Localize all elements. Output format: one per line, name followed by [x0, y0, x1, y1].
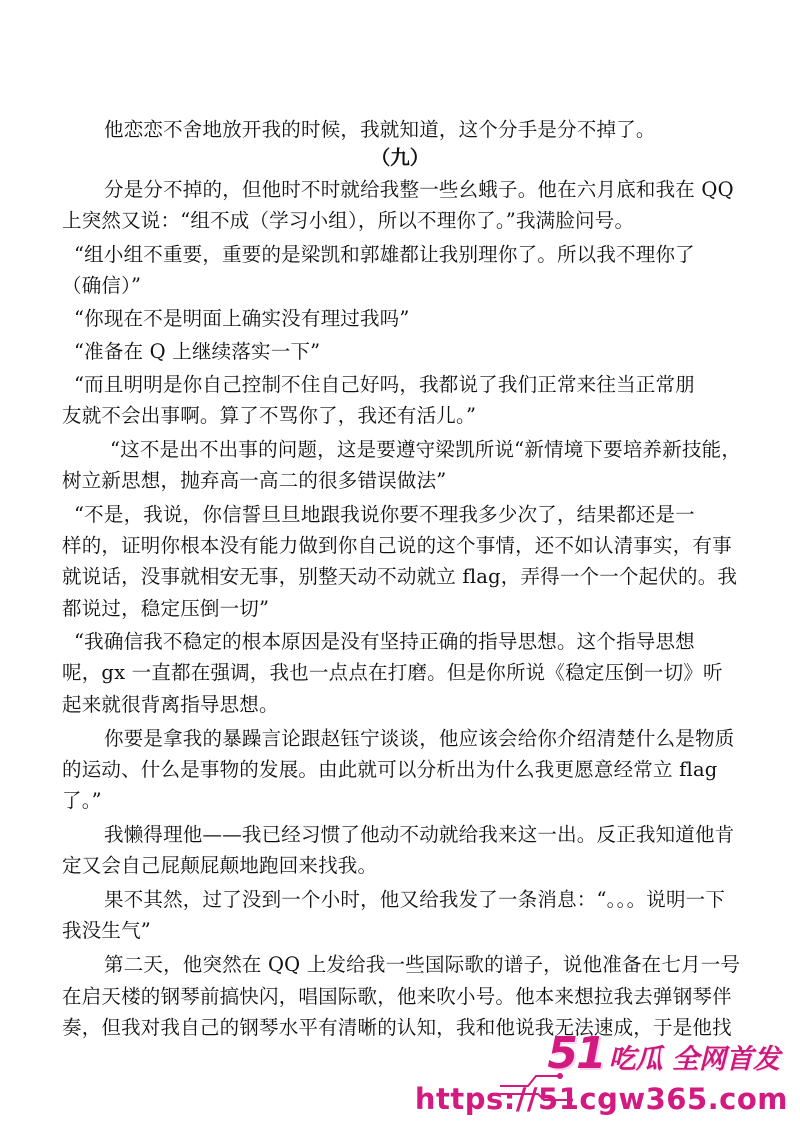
paragraph-line: 呢，gx 一直都在强调，我也一点点在打磨。但是你所说《稳定压倒一切》听	[62, 661, 723, 684]
site-watermark	[414, 1020, 792, 1120]
paragraph-line: 样的，证明你根本没有能力做到你自己说的这个事情，还不如认清事实，有事	[62, 534, 732, 557]
paragraph-line: “准备在 Q 上继续落实一下”	[74, 340, 321, 363]
paragraph-line: 他恋恋不舍地放开我的时候，我就知道，这个分手是分不掉了。	[104, 118, 656, 141]
paragraph-line: “组小组不重要，重要的是梁凯和郭雄都让我别理你了。所以我不理你了	[74, 243, 695, 266]
paragraph-line: 都说过，稳定压倒一切”	[62, 597, 270, 620]
paragraph-line: “不是，我说，你信誓旦旦地跟我说你要不理我多少次了，结果都还是一	[74, 503, 695, 526]
paragraph-line: “我确信我不稳定的根本原因是没有坚持正确的指导思想。这个指导思想	[74, 630, 695, 653]
paragraph-line: 的运动、什么是事物的发展。由此就可以分析出为什么我更愿意经常立 flag	[62, 758, 718, 781]
watermark-brand	[547, 1028, 780, 1079]
paragraph-line: 果不其然，过了没到一个小时，他又给我发了一条消息：“。。。说明一下	[104, 888, 726, 911]
paragraph-line: 我没生气”	[62, 919, 151, 942]
paragraph-line: （确信）”	[62, 274, 142, 297]
paragraph-line: 上突然又说：“组不成（学习小组），所以不理你了。”我满脸问号。	[62, 209, 635, 232]
paragraph-line: 在启天楼的钢琴前搞快闪，唱国际歌，他来吹小号。他本来想拉我去弹钢琴伴	[62, 985, 732, 1008]
watermark-brand-text: 吃瓜 全网首发	[608, 1044, 780, 1075]
watermark-url: https://51cgw365.com	[414, 1082, 788, 1116]
paragraph-line: 第二天，他突然在 QQ 上发给我一些国际歌的谱子，说他准备在七月一号	[104, 953, 741, 976]
paragraph-line: “而且明明是你自己控制不住自己好吗，我都说了我们正常来往当正常朋	[74, 373, 695, 396]
paragraph-line: 了。”	[62, 789, 102, 812]
paragraph-line: 树立新思想，抛弃高一高二的很多错误做法”	[62, 469, 447, 492]
paragraph-line: 就说话，没事就相安无事，别整天动不动就立 flag，弄得一个一个起伏的。我	[62, 565, 738, 588]
paragraph-line: 奏，但我对我自己的钢琴水平有清晰的认知，我和他说我无法速成，于是他找	[62, 1016, 732, 1039]
paragraph-line: “这不是出不出事的问题，这是要遵守梁凯所说“新情境下要培养新技能，	[110, 438, 742, 461]
section-heading: （九）	[370, 146, 430, 169]
paragraph-line: 友就不会出事啊。算了不骂你了，我还有活儿。”	[62, 404, 477, 427]
paragraph-line: 定又会自己屁颠屁颠地跑回来找我。	[62, 854, 378, 877]
paragraph-line: 我懒得理他——我已经习惯了他动不动就给我来这一出。反正我知道他肯	[104, 823, 735, 846]
paragraph-line: 你要是拿我的暴躁言论跟赵钰宁谈谈，他应该会给你介绍清楚什么是物质	[104, 727, 735, 750]
paragraph-line: 起来就很背离指导思想。	[62, 693, 279, 716]
watermark-brand-number: 51	[547, 1028, 605, 1079]
paragraph-line: 分是分不掉的，但他时不时就给我整一些幺蛾子。他在六月底和我在 QQ	[104, 178, 734, 201]
paragraph-line: “你现在不是明面上确实没有理过我吗”	[74, 307, 410, 330]
